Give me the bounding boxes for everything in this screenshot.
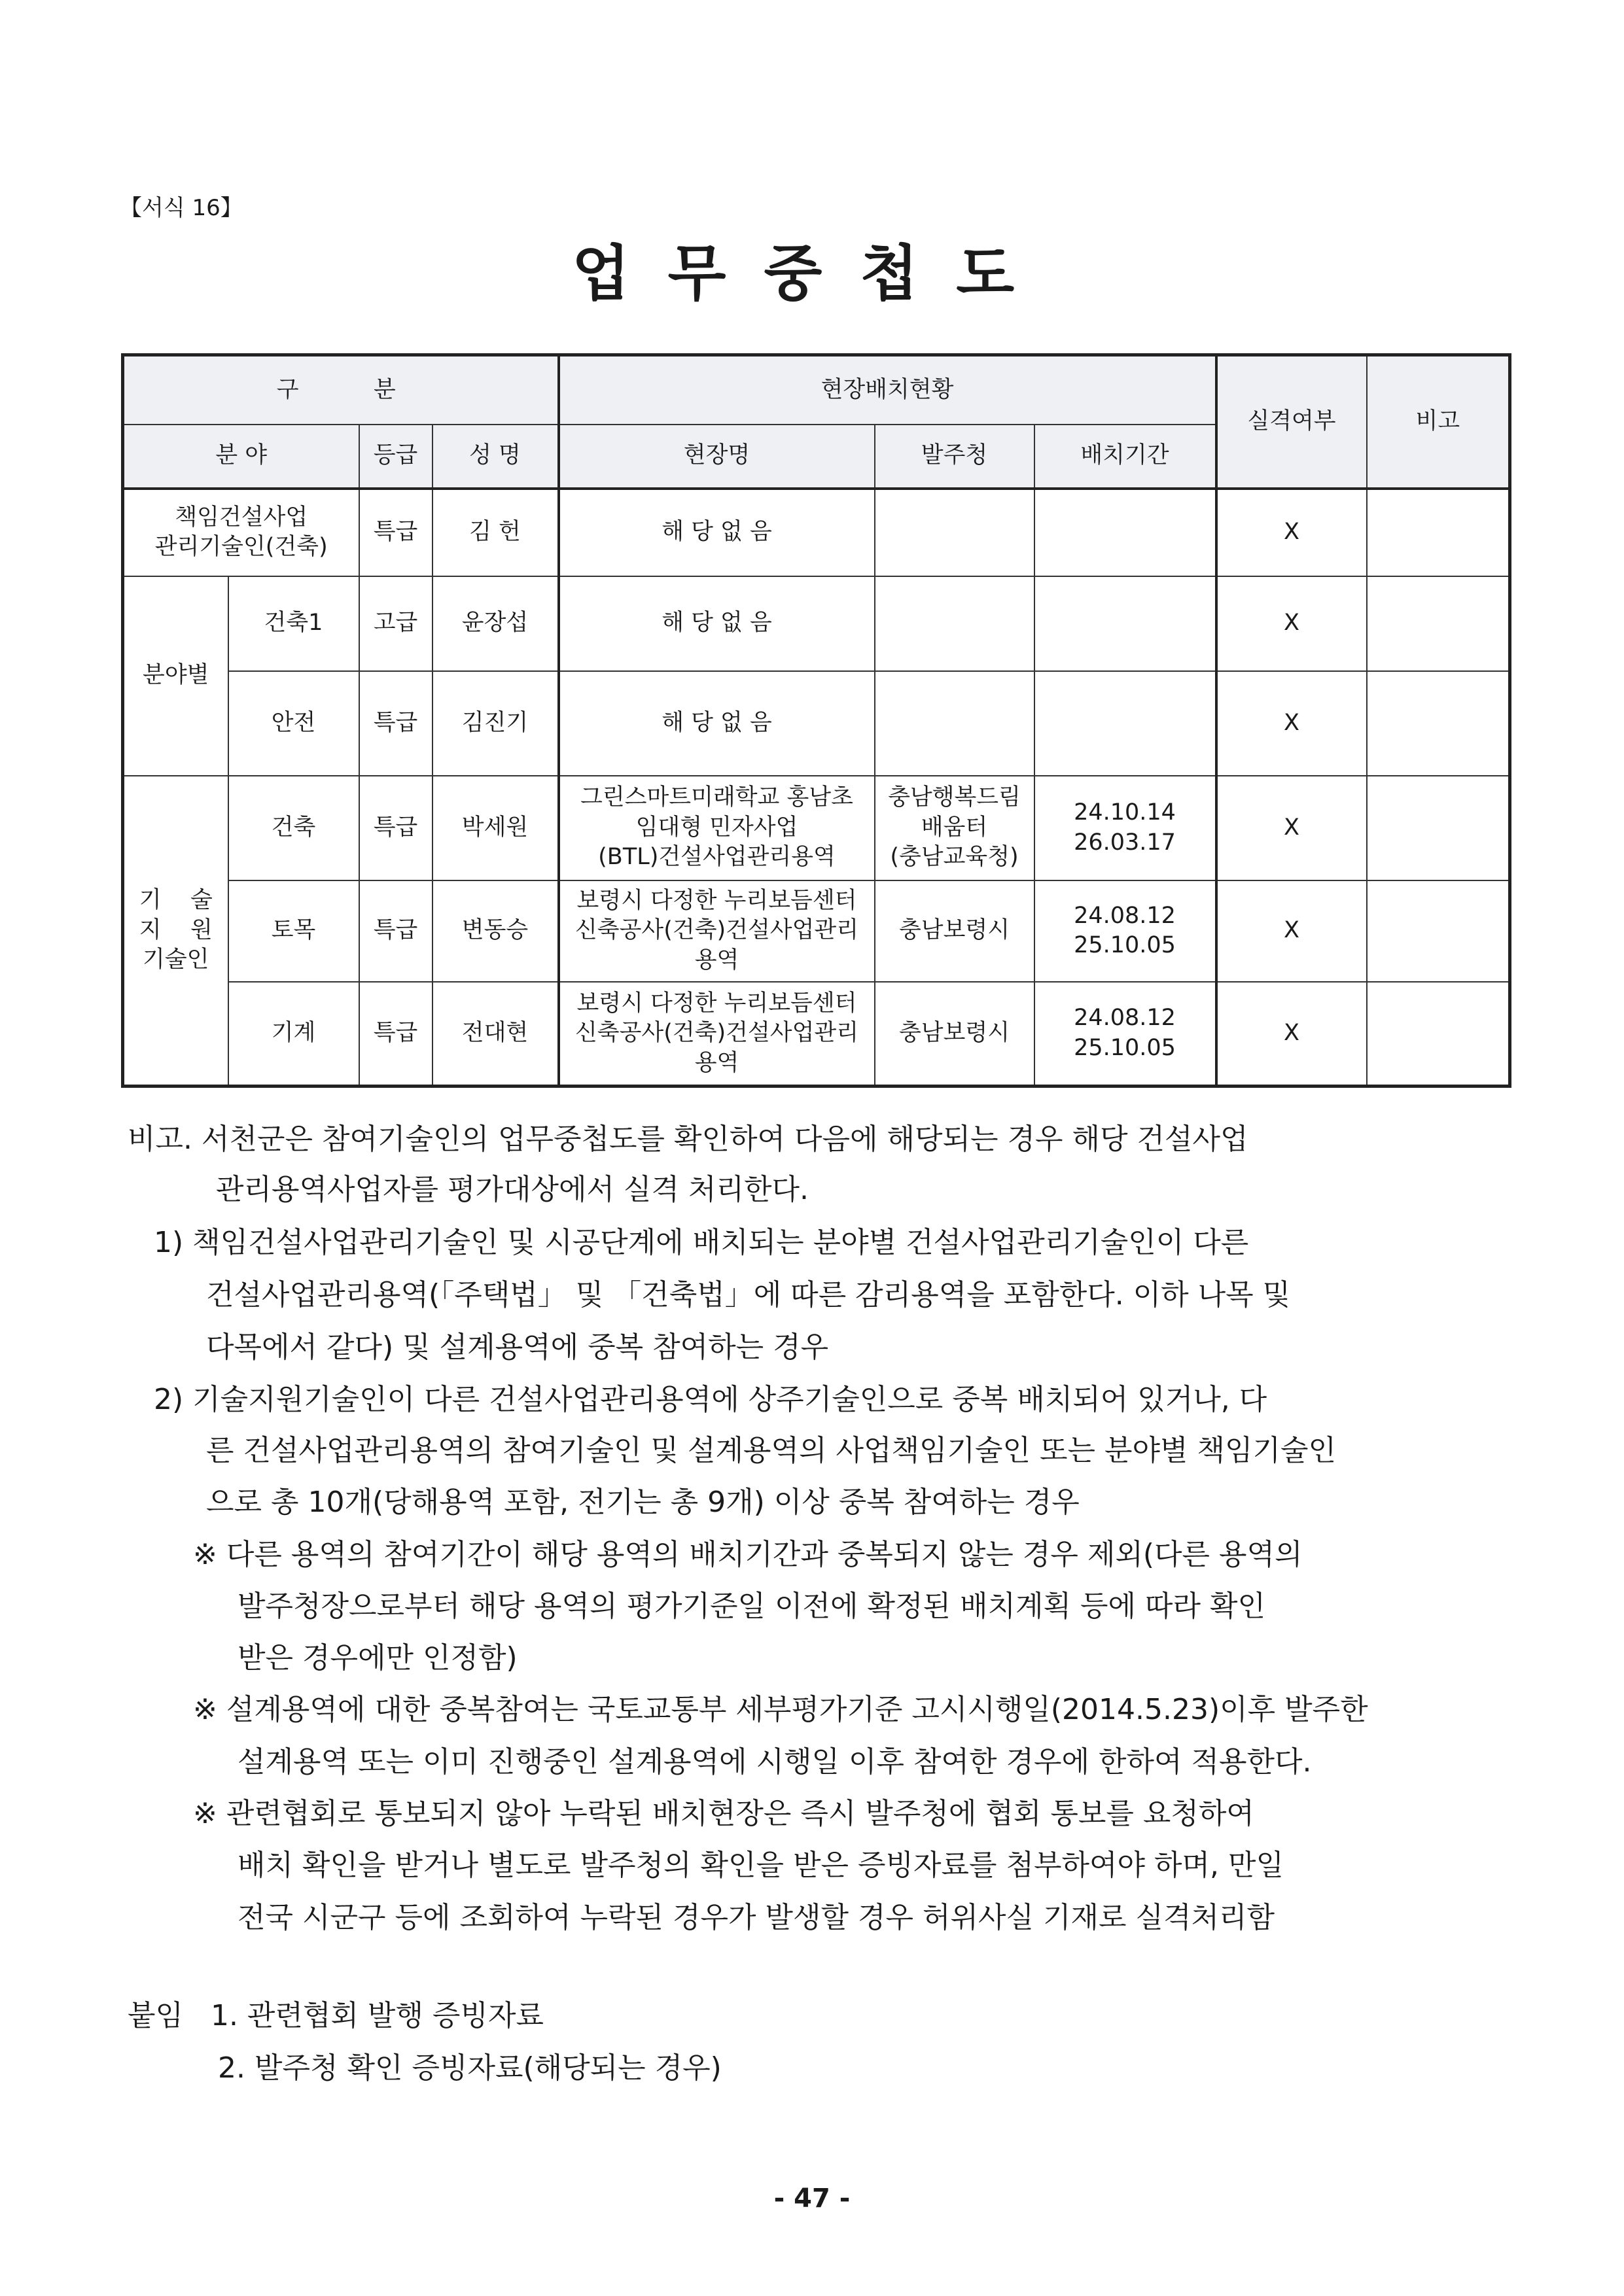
period-start: 24.10.14 bbox=[1074, 799, 1176, 826]
grade-cell: 특급 bbox=[359, 489, 432, 576]
table-row bbox=[123, 982, 1510, 1087]
note-line: 건설사업관리용역(「주택법」 및 「건축법」에 따른 감리용역을 포함한다. 이하 나목 및 bbox=[206, 1278, 1291, 1312]
table-header-row bbox=[123, 355, 1510, 425]
disqualified-cell: X bbox=[1216, 671, 1367, 776]
header-disqualified: 실격여부 bbox=[1216, 355, 1367, 489]
note-line: ※ 관련협회로 통보되지 않아 누락된 배치현장은 즉시 발주청에 협회 통보를 요청하여 bbox=[193, 1797, 1254, 1830]
table-row bbox=[123, 880, 1510, 982]
header-site-status: 현장배치현황 bbox=[559, 355, 1216, 425]
grade-cell: 특급 bbox=[359, 880, 432, 982]
period-cell bbox=[1034, 576, 1216, 671]
group-tech-label bbox=[123, 776, 228, 1087]
site-line: 용역 bbox=[694, 1049, 739, 1076]
period-start: 24.08.12 bbox=[1074, 1005, 1176, 1032]
site-line: 그린스마트미래학교 홍남초 bbox=[580, 784, 853, 811]
note-line: 설계용역 또는 이미 진행중인 설계용역에 시행일 이후 참여한 경우에 한하여 적용한다. bbox=[238, 1745, 1312, 1779]
header-remarks: 비고 bbox=[1367, 355, 1510, 489]
client-cell bbox=[875, 671, 1034, 776]
note-line: 발주청장으로부터 해당 용역의 평가기준일 이전에 확정된 배치계획 등에 따라 확인 bbox=[238, 1590, 1266, 1623]
grade-cell: 특급 bbox=[359, 671, 432, 776]
page-title: 업무중첩도 bbox=[571, 238, 1053, 309]
header-name: 성 명 bbox=[432, 425, 559, 489]
disqualified-cell: X bbox=[1216, 880, 1367, 982]
field-cell: 건축1 bbox=[228, 576, 359, 671]
header-division: 구 분 bbox=[123, 355, 559, 425]
site-line: (BTL)건설사업관리용역 bbox=[598, 844, 836, 871]
name-cell: 윤장섭 bbox=[432, 576, 559, 671]
note-line: 배치 확인을 받거나 별도로 발주청의 확인을 받은 증빙자료를 첨부하여야 하며, 만일 bbox=[238, 1849, 1284, 1882]
header-field: 분 야 bbox=[123, 425, 359, 489]
period-cell bbox=[1034, 489, 1216, 576]
period-cell bbox=[1034, 671, 1216, 776]
period-end: 25.10.05 bbox=[1074, 932, 1176, 958]
period-end: 25.10.05 bbox=[1074, 1034, 1176, 1061]
client-cell bbox=[875, 776, 1034, 880]
disqualified-cell: X bbox=[1216, 489, 1367, 576]
note-line: 1) 책임건설사업관리기술인 및 시공단계에 배치되는 분야별 건설사업관리기술인이 다른 bbox=[154, 1226, 1249, 1259]
remark-cell bbox=[1367, 982, 1510, 1087]
note-line: 비고. 서천군은 참여기술인의 업무중첩도를 확인하여 다음에 해당되는 경우 해당 건설사업 bbox=[128, 1122, 1248, 1156]
grade-cell: 고급 bbox=[359, 576, 432, 671]
site-cell bbox=[559, 880, 875, 982]
group-tech-line: 지 원 bbox=[139, 916, 213, 943]
table-row bbox=[123, 489, 1510, 576]
field-cell: 기계 bbox=[228, 982, 359, 1087]
name-cell: 박세원 bbox=[432, 776, 559, 880]
remark-cell bbox=[1367, 776, 1510, 880]
client-line: (충남교육청) bbox=[890, 844, 1019, 871]
name-cell: 전대현 bbox=[432, 982, 559, 1087]
table-row bbox=[123, 776, 1510, 880]
name-cell: 김진기 bbox=[432, 671, 559, 776]
period-cell bbox=[1034, 880, 1216, 982]
remark-cell bbox=[1367, 880, 1510, 982]
note-line: 전국 시군구 등에 조회하여 누락된 경우가 발생할 경우 허위사실 기재로 실격처리함 bbox=[238, 1901, 1275, 1934]
form-label: 【서식 16】 bbox=[120, 195, 243, 221]
header-site-name: 현장명 bbox=[559, 425, 875, 489]
client-cell: 충남보령시 bbox=[875, 982, 1034, 1087]
site-cell bbox=[559, 982, 875, 1087]
client-line: 배움터 bbox=[921, 814, 988, 841]
client-cell bbox=[875, 576, 1034, 671]
group-field-label: 분야별 bbox=[123, 576, 228, 776]
remark-cell bbox=[1367, 489, 1510, 576]
name-cell: 변동승 bbox=[432, 880, 559, 982]
header-period: 배치기간 bbox=[1034, 425, 1216, 489]
site-line: 용역 bbox=[694, 947, 739, 973]
remark-cell bbox=[1367, 671, 1510, 776]
site-cell: 해 당 없 음 bbox=[559, 489, 875, 576]
site-line: 신축공사(건축)건설사업관리 bbox=[574, 1020, 859, 1046]
note-line: 관리용역사업자를 평가대상에서 실격 처리한다. bbox=[216, 1173, 809, 1206]
disqualified-cell: X bbox=[1216, 982, 1367, 1087]
site-cell: 해 당 없 음 bbox=[559, 576, 875, 671]
table-row bbox=[123, 671, 1510, 776]
remark-cell bbox=[1367, 576, 1510, 671]
site-line: 보령시 다정한 누리보듬센터 bbox=[576, 887, 857, 914]
attachment-line: 2. 발주청 확인 증빙자료(해당되는 경우) bbox=[218, 2051, 722, 2085]
group-tech-line: 기술인 bbox=[143, 947, 209, 973]
duty-overlap-table bbox=[121, 353, 1511, 1088]
period-cell bbox=[1034, 776, 1216, 880]
grade-cell: 특급 bbox=[359, 776, 432, 880]
client-line: 충남행복드림 bbox=[888, 784, 1021, 811]
note-line: 받은 경우에만 인정함) bbox=[238, 1641, 518, 1675]
period-cell bbox=[1034, 982, 1216, 1087]
grade-cell: 특급 bbox=[359, 982, 432, 1087]
note-line: ※ 다른 용역의 참여기간이 해당 용역의 배치기간과 중복되지 않는 경우 제외(다른 용역의 bbox=[193, 1538, 1303, 1571]
site-line: 신축공사(건축)건설사업관리 bbox=[574, 917, 859, 944]
period-end: 26.03.17 bbox=[1074, 829, 1176, 856]
field-line: 책임건설사업 bbox=[175, 504, 308, 531]
site-line: 임대형 민자사업 bbox=[635, 814, 798, 841]
disqualified-cell: X bbox=[1216, 776, 1367, 880]
client-cell bbox=[875, 489, 1034, 576]
header-grade: 등급 bbox=[359, 425, 432, 489]
page-number: - 47 - bbox=[773, 2183, 851, 2214]
field-line: 관리기술인(건축) bbox=[154, 534, 328, 560]
note-line: 2) 기술지원기술인이 다른 건설사업관리용역에 상주기술인으로 중복 배치되어 있거나, 다 bbox=[154, 1383, 1267, 1416]
field-cell: 토목 bbox=[228, 880, 359, 982]
client-cell: 충남보령시 bbox=[875, 880, 1034, 982]
field-chief bbox=[123, 489, 359, 576]
site-cell bbox=[559, 776, 875, 880]
table-row bbox=[123, 576, 1510, 671]
group-tech-line: 기 술 bbox=[139, 887, 213, 913]
name-cell: 김 헌 bbox=[432, 489, 559, 576]
header-client: 발주청 bbox=[875, 425, 1034, 489]
site-line: 보령시 다정한 누리보듬센터 bbox=[576, 990, 857, 1017]
note-line: 다목에서 같다) 및 설계용역에 중복 참여하는 경우 bbox=[206, 1331, 829, 1364]
site-cell: 해 당 없 음 bbox=[559, 671, 875, 776]
attachment-line: 붙임 1. 관련협회 발행 증빙자료 bbox=[128, 1999, 544, 2032]
field-cell: 안전 bbox=[228, 671, 359, 776]
note-line: 으로 총 10개(당해용역 포함, 전기는 총 9개) 이상 중복 참여하는 경우 bbox=[206, 1486, 1080, 1519]
field-cell: 건축 bbox=[228, 776, 359, 880]
note-line: 른 건설사업관리용역의 참여기술인 및 설계용역의 사업책임기술인 또는 분야별 책임기술인 bbox=[206, 1434, 1337, 1467]
period-start: 24.08.12 bbox=[1074, 902, 1176, 929]
note-line: ※ 설계용역에 대한 중복참여는 국토교통부 세부평가기준 고시시행일(2014.5.23)이후 발주한 bbox=[193, 1693, 1368, 1726]
disqualified-cell: X bbox=[1216, 576, 1367, 671]
